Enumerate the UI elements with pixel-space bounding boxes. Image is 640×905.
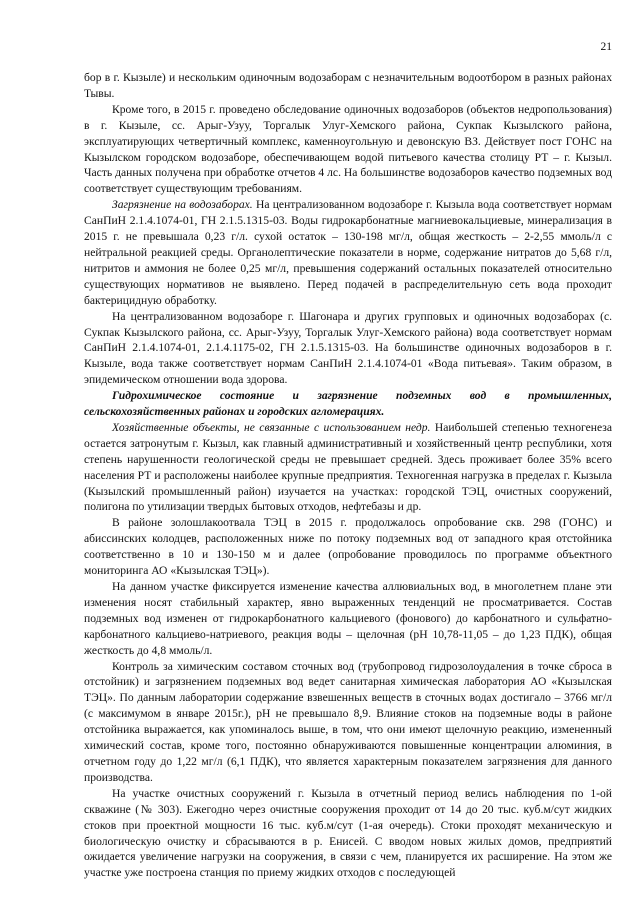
paragraph-alluvial-water: На данном участке фиксируется изменение качества аллювиальных вод, в многолетнем плане эти изменения носят стабильный характер, явно выраженных тенденций не просматривается. Состав подземных вод изменен от гидрокарбонатного кальциевого (фонового) до карбонатного и сульфатно-карбонатного кальциево-натриевого, реакция воды – щелочная (рН 10,78-11,05 – до 1,23 ПДК), общая жесткость до 4,8 ммоль/л. [84,580,612,657]
paragraph-lead-italic: Загрязнение на водозаборах. [112,198,253,212]
paragraph-water-intake-pollution [84,197,612,308]
paragraph-body: На централизованном водозаборе г. Кызыла вода соответствует нормам СанПиН 2.1.4.1074-01, ГН 2.1.5.1315-03. Воды гидрокарбонатные магниевокальциевые, минерализация в 2015 г. не превышала 0,23 г/л. сухой остаток – 130-198 мг/л, общая жесткость – 2-2,55 ммоль/л с нейтральной реакцией среды. Органолептические показатели в норме, содержание нитратов до 5,68 г/л, нитритов и аммония не более 0,25 мг/л, превышения содержаний остальных показателей относительно существующих нормативов не выявлено. Перед подачей в распределительную сеть вода проходит бактерицидную обработку. [84,198,612,307]
paragraph-continuation: бор в г. Кызыле) и нескольким одиночным водозаборам с незначительным водоотбором в разных районах Тывы. [84,71,612,100]
paragraph-shagonar-intake: На централизованном водозаборе г. Шагонара и других групповых и одиночных водозаборах (с. Сукпак Кызылского района, сс. Арыг-Узуу, Торгалык Улуг-Хемского района) вода соответствует нормам СанПиН 2.1.4.1074-01, 2.1.4.1175-02, ГН 2.1.5.1315-03. На большинстве одиночных водозаборов в г. Кызыле, вода также соответствует нормам СанПиН 2.1.4.1074-01 «Вода питьевая». Таким образом, в эпидемическом отношении вода здорова. [84,309,612,387]
page-number: 21 [600,41,612,53]
paragraph-ash-dump: В районе золошлакоотвала ТЭЦ в 2015 г. продолжалось опробование скв. 298 (ГОНС) и абиссинских колодцев, расположенных ниже по потоку подземных вод от западного края отстойника соответственно в 10 и 130-150 м и далее (опробование проводилось по программе объектного мониторинга АО «Кызылская ТЭЦ»). [84,516,612,578]
paragraph-lead-italic: Хозяйственные объекты, не связанные с использованием недр. [112,420,431,434]
paragraph-wastewater-control: Контроль за химическим составом сточных вод (трубопровод гидрозолоудаления в точке сброса в отстойник) и загрязнением подземных вод ведет санитарная химическая лаборатория АО «Кызылская ТЭЦ». По данным лаборатории содержание взвешенных веществ в сточных водах достигало – 3766 мг/л (с максимумом в январе 2015г.), рН не превышало 8,9. Влияние стоков на подземные воды в районе отстойника выражается, как упоминалось выше, в том, что они имеют щелочную реакцию, измененный химический состав, кроме того, постоянно обнаруживаются повышенные концентрации алюминия, в отчетном году до 1,22 мг/л (6,1 ПДК), что является характерным показателем загрязнения для данного производства. [84,659,612,784]
paragraph-survey: Кроме того, в 2015 г. проведено обследование одиночных водозаборов (объектов недропользования) в г. Кызыле, сс. Арыг-Узуу, Торгалык Улуг-Хемского района, Сукпак Кызылского района, эксплуатирующих четвертичный комплекс, каменноугольную и девонскую ВЗ. Действует пост ГОНС на Кызылском городском водозаборе, обеспечивающем водой питьевого качества столицу РТ – г. Кызыл. Часть данных получена при обработке отчетов 4 лс. На большинстве водозаборов качество подземных вод соответствует существующим требованиям. [84,102,612,196]
paragraph-economic-objects [84,420,612,515]
paragraph-body: Наибольшей степенью техногенеза остается затронутым г. Кызыл, как главный административный и хозяйственный центр республики, хотя степень нарушенности геологической среды не превышает средней. Здесь проживает более 35% всего населения РТ и расположены наиболее крупные предприятия. Техногенная нагрузка в пределах г. Кызыла (Кызылский промышленный район) изучается на участках: городской ТЭЦ, очистных сооружений, полигона по утилизации твердых бытовых отходов, нефтебазы и др. [84,420,612,514]
body-text [84,70,612,881]
paragraph-treatment-facilities: На участке очистных сооружений г. Кызыла в отчетный период велись наблюдения по 1-ой скважине (№ 303). Ежегодно через очистные сооружения проходит от 14 до 20 тыс. куб.м/сут жидких стоков при проектной мощности 16 тыс. куб.м/сут (1-ая очередь). Стоки проходят механическую и биологическую очистку и сбрасываются в р. Енисей. С вводом новых жилых домов, предприятий ожидается увеличение нагрузки на сооружения, в связи с чем, планируется их расширение. На этом же участке уже построена станция по приему жидких отходов с последующей [84,786,612,880]
section-heading: Гидрохимическое состояние и загрязнение подземных вод в промышленных, сельскохозяйственных районах и городских агломерациях. [84,389,612,419]
